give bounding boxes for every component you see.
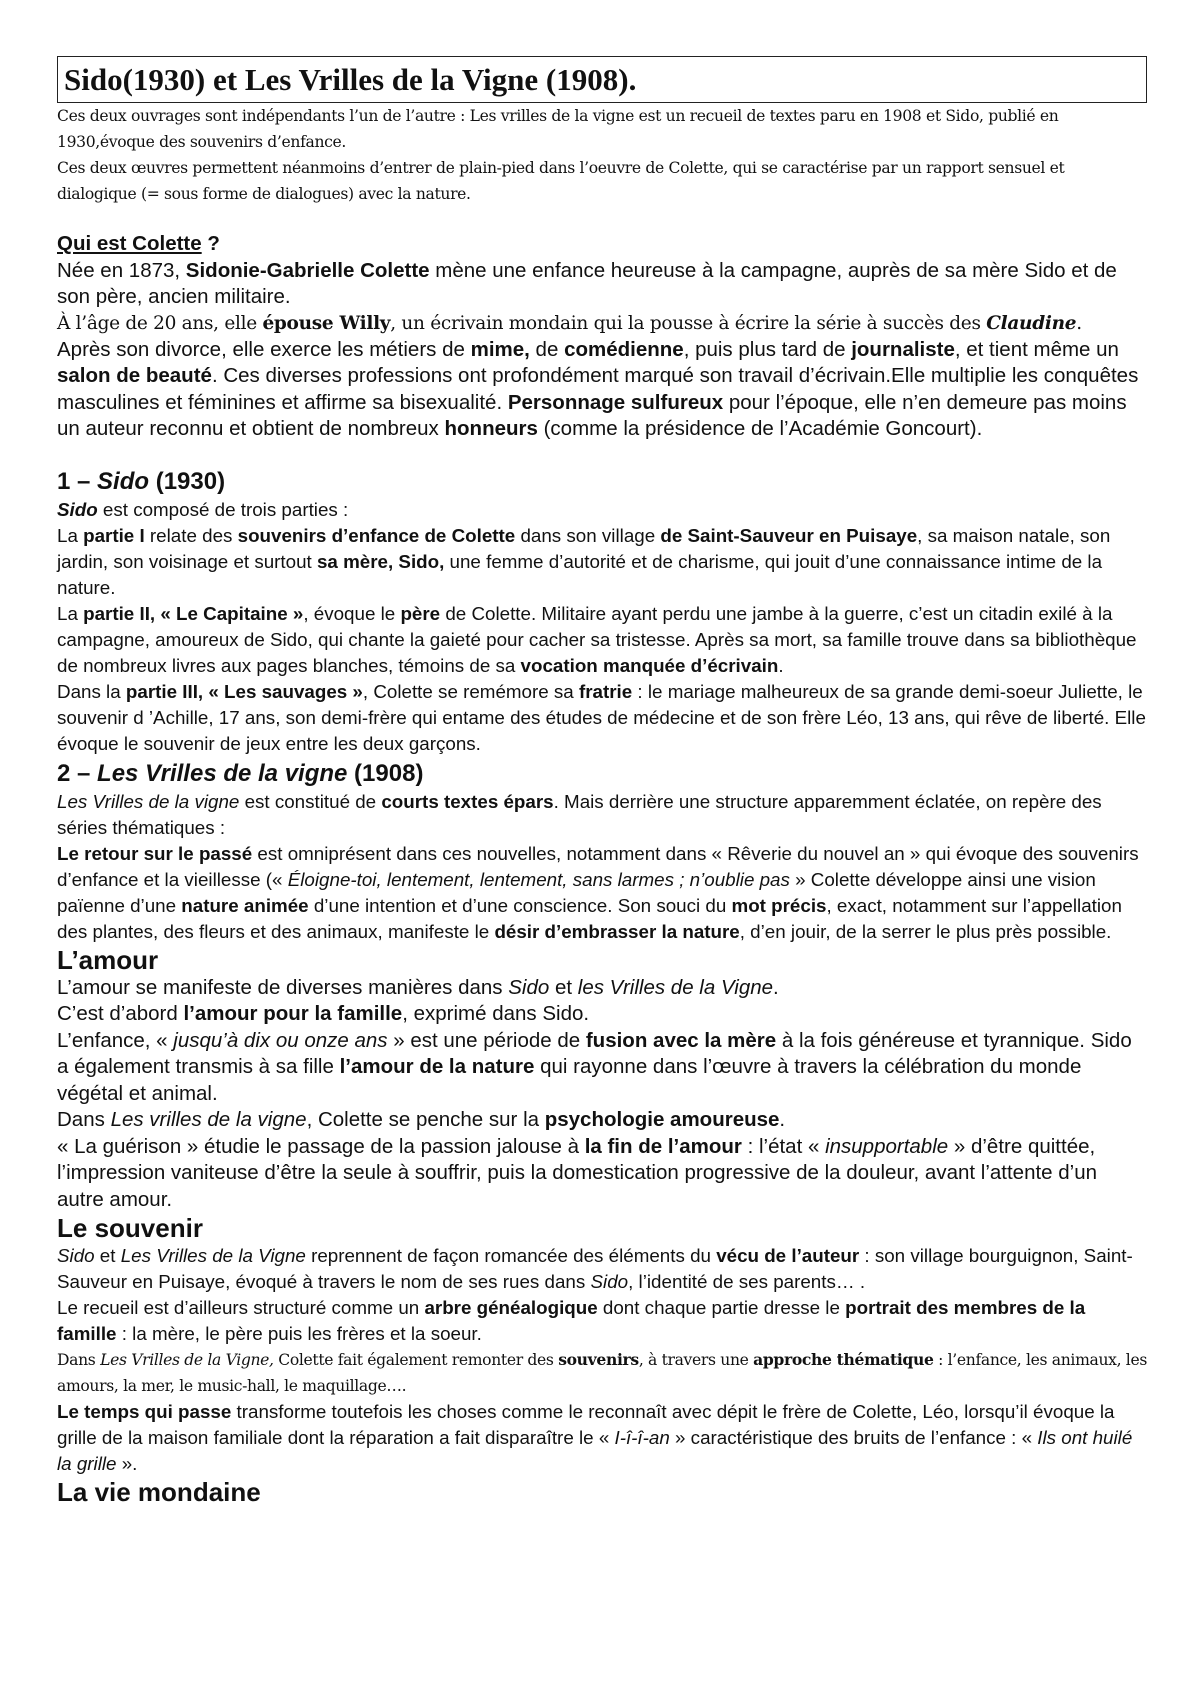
amour-paragraph: Dans Les vrilles de la vigne, Colette se penche sur la psychologie amoureuse. [57,1108,786,1131]
document-title: Sido(1930) et Les Vrilles de la Vigne (1908). [57,56,1147,103]
section-heading-mondaine: La vie mondaine [57,1477,261,1507]
vrilles-paragraph: Le retour sur le passé est omniprésent dans ces nouvelles, notamment dans « Rêverie du nouvel an » qui évoque des souvenirs d’enfance et la vieillesse (« Éloigne-toi, lentement, lentement, sans larmes ; n’oublie pas » Colette développe ainsi une vision païenne d’une nature animée d’une intention et d’une conscience. Son souci du mot précis, exact, notamment sur l’appellation des plantes, des fleurs et des animaux, manifeste le désir d’embrasser la nature, d’en jouir, de la serrer le plus près possible. [57,842,1139,942]
section-heading-souvenir: Le souvenir [57,1213,203,1243]
souvenir-paragraph: Le temps qui passe transforme toutefois les choses comme le reconnaît avec dépit le frère de Colette, Léo, lorsqu’il évoque la grille de la maison familiale dont la réparation a fait disparaître le « I-î-î-an » caractéristique des bruits de l’enfance : « Ils ont huilé la grille ». [57,1401,1133,1474]
souvenir-paragraph: Sido et Les Vrilles de la Vigne reprennent de façon romancée des éléments du vécu de l’auteur : son village bourguignon, Saint-Sauveur en Puisaye, évoqué à travers le nom de ses rues dans Sido, l’identité de ses parents… . [57,1245,1133,1292]
colette-paragraph: Née en 1873, Sidonie-Gabrielle Colette mène une enfance heureuse à la campagne, auprès de sa mère Sido et de son père, ancien militaire. [57,258,1117,308]
vrilles-paragraph: Les Vrilles de la vigne est constitué de courts textes épars. Mais derrière une structure apparemment éclatée, on repère des séries thématiques : [57,790,1102,838]
souvenir-paragraph: Le recueil est d’ailleurs structuré comme un arbre généalogique dont chaque partie dresse le portrait des membres de la famille : la mère, le père puis les frères et la soeur. [57,1297,1086,1344]
section-heading-sido: 1 – Sido (1930) [57,467,226,495]
colette-paragraph: Après son divorce, elle exerce les métiers de mime, de comédienne, puis plus tard de journaliste, et tient même un salon de beauté. Ces diverses professions ont profondément marqué son travail d’écrivain.Elle multiplie les conquêtes masculines et féminines et affirme sa bisexualité. Personnage sulfureux pour l’époque, elle n’en demeure pas moins un auteur reconnu et obtient de nombreux honneurs (comme la présidence de l’Académie Goncourt). [57,337,1139,440]
sido-paragraph: La partie I relate des souvenirs d’enfance de Colette dans son village de Saint-Sauveur en Puisaye, sa maison natale, son jardin, son voisinage et surtout sa mère, Sido, une femme d’autorité et de charisme, qui jouit d’une connaissance intime de la nature. [57,524,1111,598]
document-page [57,56,1147,1507]
colette-paragraph: À l’âge de 20 ans, elle épouse Willy, un écrivain mondain qui la pousse à écrire la série à succès des Claudine. [57,312,1082,334]
sido-intro: Sido est composé de trois parties : [57,498,349,520]
souvenir-paragraph: Dans Les Vrilles de la Vigne, Colette fait également remonter des souvenirs, à travers une approche thématique : l’enfance, les animaux, les amours, la mer, le music-hall, le maquillage…. [57,1350,1147,1395]
sido-paragraph: La partie II, « Le Capitaine », évoque le père de Colette. Militaire ayant perdu une jambe à la guerre, c’est un citadin exilé à la campagne, amoureux de Sido, qui chante la gaieté pour cacher sa tristesse. Après sa mort, sa famille trouve dans sa bibliothèque de nombreux livres aux pages blanches, témoins de sa vocation manquée d’écrivain. [57,602,1137,676]
sido-paragraph: Dans la partie III, « Les sauvages », Colette se remémore sa fratrie : le mariage malheureux de sa grande demi-soeur Juliette, le souvenir d ’Achille, 17 ans, son demi-frère qui entame des études de médecine et de son frère Léo, 13 ans, qui rêve de liberté. Elle évoque le souvenir de jeux entre les deux garçons. [57,680,1146,754]
intro-paragraph: Ces deux œuvres permettent néanmoins d’entrer de plain-pied dans l’oeuvre de Colette, qui se caractérise par un rapport sensuel et dialogique (= sous forme de dialogues) avec la nature. [57,159,1065,203]
section-heading-colette: Qui est Colette ? [57,232,220,255]
amour-paragraph: C’est d’abord l’amour pour la famille, exprimé dans Sido. [57,1002,590,1025]
amour-paragraph: L’enfance, « jusqu’à dix ou onze ans » est une période de fusion avec la mère à la fois généreuse et tyrannique. Sido a également transmis à sa fille l’amour de la nature qui rayonne dans l’œuvre à travers la célébration du monde végétal et animal. [57,1028,1132,1105]
amour-paragraph: « La guérison » étudie le passage de la passion jalouse à la fin de l’amour : l’état « insupportable » d’être quittée, l’impression vaniteuse d’être la seule à souffrir, puis la domestication progressive de la douleur, avant l’attente d’un autre amour. [57,1134,1098,1211]
amour-paragraph: L’amour se manifeste de diverses manières dans Sido et les Vrilles de la Vigne. [57,975,779,999]
intro-paragraph: Ces deux ouvrages sont indépendants l’un de l’autre : Les vrilles de la vigne est un recueil de textes paru en 1908 et Sido, publié en 1930,évoque des souvenirs d’enfance. [57,107,1059,151]
section-heading-vrilles: 2 – Les Vrilles de la vigne (1908) [57,759,424,787]
section-heading-amour: L’amour [57,944,159,975]
